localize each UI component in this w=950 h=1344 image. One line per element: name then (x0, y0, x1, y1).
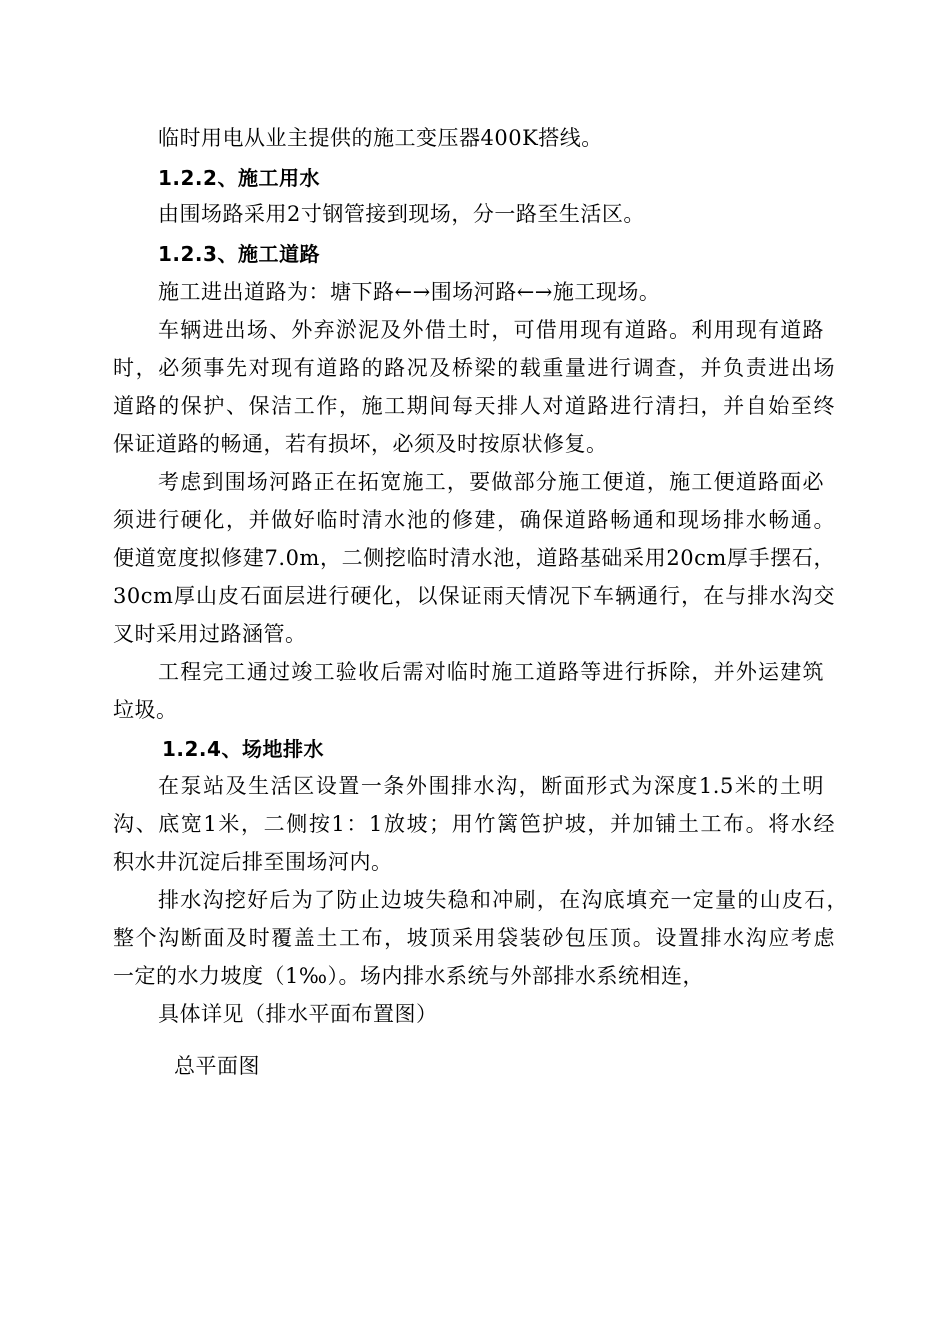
drain-paragraph-a-line: 在泵站及生活区设置一条外围排水沟，断面形式为深度1.5米的土明 (158, 774, 824, 798)
road-paragraph-b-line: 叉时采用过路涵管。 (113, 622, 307, 646)
drain-paragraph-b-line: 一定的水力坡度（1‰）。场内排水系统与外部排水系统相连， (113, 964, 705, 988)
road-paragraph-b-line: 须进行硬化，并做好临时清水池的修建，确保道路畅通和现场排水畅通。 (113, 508, 835, 532)
heading-construction-water: 1.2.2、施工用水 (158, 166, 320, 190)
road-paragraph-a-line: 车辆进出场、外弃淤泥及外借土时，可借用现有道路。利用现有道路 (158, 318, 824, 342)
water-paragraph: 由围场路采用2寸钢管接到现场，分一路至生活区。 (158, 202, 645, 226)
drain-paragraph-b-line: 排水沟挖好后为了防止边坡失稳和冲刷，在沟底填充一定量的山皮石， (158, 888, 848, 912)
power-paragraph: 临时用电从业主提供的施工变压器400K搭线。 (158, 126, 603, 150)
detail-reference: 具体详见（排水平面布置图） (158, 1002, 438, 1026)
drain-paragraph-a-line: 积水井沉淀后排至围场河内。 (113, 850, 393, 874)
general-plan-caption: 总平面图 (174, 1054, 260, 1078)
drain-paragraph-a-line: 沟、底宽1米，二侧按1：1放坡；用竹篱笆护坡，并加铺土工布。将水经 (113, 812, 835, 836)
road-paragraph-b-line: 便道宽度拟修建7.0m，二侧挖临时清水池，道路基础采用20cm厚手摆石， (113, 546, 835, 570)
road-paragraph-c-line: 垃圾。 (113, 698, 178, 722)
heading-construction-road: 1.2.3、施工道路 (158, 242, 320, 266)
road-paragraph-a-line: 保证道路的畅通，若有损坏，必须及时按原状修复。 (113, 432, 608, 456)
heading-site-drainage: 1.2.4、场地排水 (162, 737, 324, 761)
road-paragraph-a-line: 道路的保护、保洁工作，施工期间每天排人对道路进行清扫，并自始至终 (113, 394, 835, 418)
road-route-paragraph: 施工进出道路为：塘下路←→围场河路←→施工现场。 (158, 280, 661, 304)
drain-paragraph-b-line: 整个沟断面及时覆盖土工布，坡顶采用袋装砂包压顶。设置排水沟应考虑 (113, 926, 835, 950)
road-paragraph-c-line: 工程完工通过竣工验收后需对临时施工道路等进行拆除，并外运建筑 (158, 660, 824, 684)
road-paragraph-b-line: 30cm厚山皮石面层进行硬化，以保证雨天情况下车辆通行，在与排水沟交 (113, 584, 835, 608)
road-paragraph-b-line: 考虑到围场河路正在拓宽施工，要做部分施工便道，施工便道路面必 (158, 470, 824, 494)
road-paragraph-a-line: 时，必须事先对现有道路的路况及桥梁的载重量进行调查，并负责进出场 (113, 356, 835, 380)
